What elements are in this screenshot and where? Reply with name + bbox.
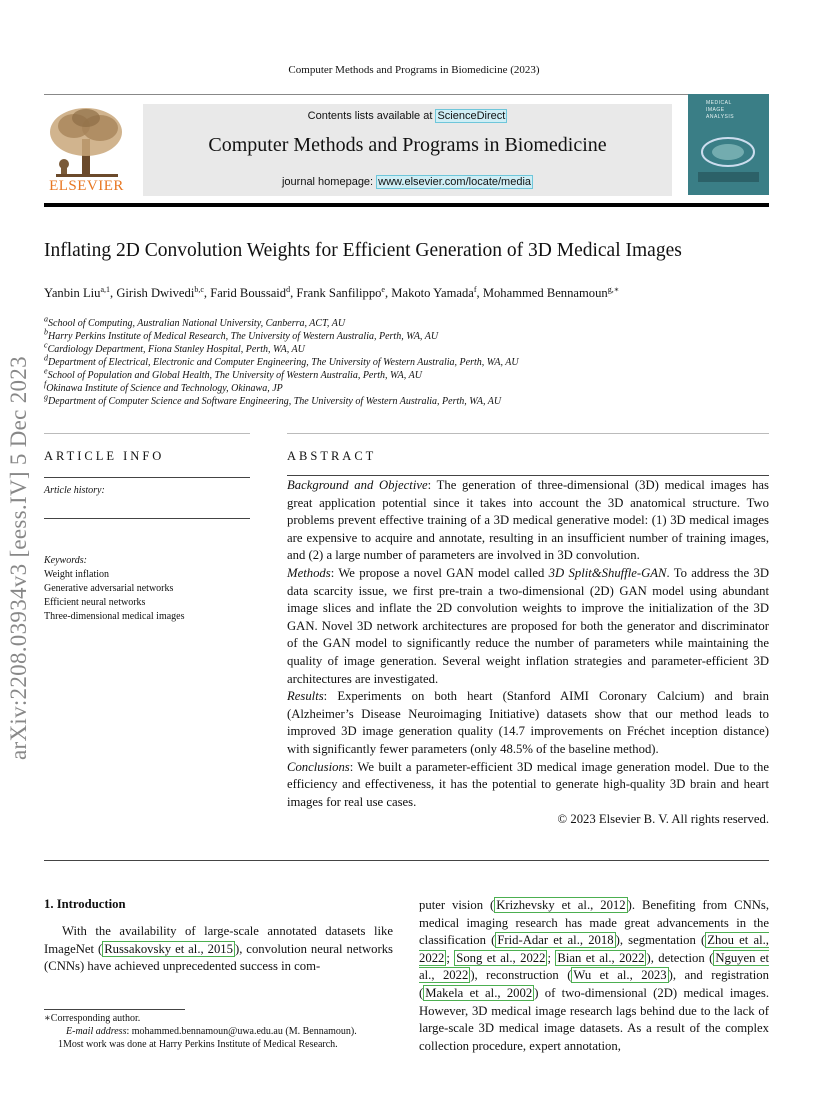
author-affil-mark: f bbox=[473, 284, 477, 294]
citation-link[interactable]: Song et al., 2022 bbox=[456, 950, 546, 965]
journal-banner bbox=[143, 104, 672, 196]
abstract-end-rule bbox=[44, 860, 769, 861]
journal-cover-image bbox=[688, 94, 769, 195]
section-heading: 1. Introduction bbox=[44, 897, 126, 911]
footnote-email bbox=[66, 1026, 357, 1037]
affiliation bbox=[44, 327, 439, 342]
contents-line bbox=[143, 110, 672, 122]
affil-text: School of Population and Global Health, The University of Western Australia, Perth, WA, AU bbox=[47, 370, 422, 381]
citation-link[interactable]: Zhou et al., 2022 bbox=[419, 933, 769, 965]
intro-text: ), detection ( bbox=[646, 950, 714, 965]
keyword-item: Three-dimensional medical images bbox=[44, 611, 185, 622]
intro-text: ). Benefiting from CNNs, medical imaging research has made great advancements in the classification ( bbox=[419, 898, 769, 948]
author-affil-mark: g,∗ bbox=[607, 284, 620, 294]
affil-text: Department of Electrical, Electronic and Computer Engineering, The University of Western Australia, Perth, WA, AU bbox=[48, 357, 519, 368]
affiliation bbox=[44, 340, 305, 355]
citation-link[interactable]: Wu et al., 2023 bbox=[573, 968, 667, 983]
affiliation bbox=[44, 392, 502, 407]
affil-key: b bbox=[44, 327, 48, 337]
affil-text: School of Computing, Australian National University, Canberra, ACT, AU bbox=[48, 318, 346, 329]
intro-text: ) of two-dimensional (2D) medical images. However, 3D medical image research lags behind due to the lack of large-scale 3D medical image datasets. As a result of the complex collection procedure, expert annotation, bbox=[419, 985, 770, 1053]
arxiv-stamp: arXiv:2208.03934v3 [eess.IV] 5 Dec 2023 bbox=[6, 356, 31, 760]
intro-paragraph-left bbox=[44, 923, 393, 976]
author-affil-mark: e bbox=[381, 284, 385, 294]
article-info-rule-top bbox=[44, 433, 250, 434]
affiliation bbox=[44, 366, 422, 381]
footnote-rule bbox=[44, 1009, 185, 1010]
abstract-body bbox=[287, 477, 769, 811]
affil-text: Harry Perkins Institute of Medical Research, The University of Western Australia, Perth, WA, AU bbox=[48, 331, 439, 342]
cover-art-icon bbox=[688, 94, 769, 195]
abstract-results bbox=[287, 688, 769, 758]
email-text: : mohammed.bennamoun@uwa.edu.au (M. Bennamoun). bbox=[126, 1026, 357, 1037]
paper-title: Inflating 2D Convolution Weights for Efficient Generation of 3D Medical Images bbox=[44, 240, 682, 261]
affil-key: a bbox=[44, 314, 48, 324]
citation-link[interactable]: Frid-Adar et al., 2018 bbox=[497, 933, 614, 948]
intro-text: ), and registration ( bbox=[419, 968, 769, 1000]
author: Girish Dwivedi bbox=[116, 286, 195, 300]
elsevier-logo bbox=[44, 104, 129, 196]
affil-key: d bbox=[44, 353, 48, 363]
abstract-heading: ABSTRACT bbox=[287, 449, 377, 463]
keyword-item: Efficient neural networks bbox=[44, 597, 146, 608]
affiliation bbox=[44, 314, 346, 329]
intro-text: ; bbox=[547, 950, 556, 965]
intro-text: ), convolution neural networks (CNNs) have achieved unprecedented success in com- bbox=[44, 941, 393, 974]
abstract-methods bbox=[287, 565, 769, 688]
keyword-item: Generative adversarial networks bbox=[44, 583, 174, 594]
homepage-line bbox=[143, 176, 672, 188]
homepage-link[interactable]: www.elsevier.com/locate/media bbox=[378, 176, 532, 188]
affil-key: g bbox=[44, 392, 48, 402]
running-header: Computer Methods and Programs in Biomedicine (2023) bbox=[288, 64, 540, 76]
affil-text: Department of Computer Science and Software Engineering, The University of Western Australia, Perth, WA, AU bbox=[48, 396, 502, 407]
author-affil-mark: a,1 bbox=[100, 284, 111, 294]
journal-title: Computer Methods and Programs in Biomedicine bbox=[208, 134, 607, 156]
author-affil-mark: b,c bbox=[194, 284, 204, 294]
abstract-rule-top bbox=[287, 433, 769, 434]
abstract-conclusions-label: Conclusions bbox=[287, 759, 350, 774]
article-info-rule bbox=[44, 477, 250, 478]
author: Farid Boussaid bbox=[210, 286, 287, 300]
contents-prefix: Contents lists available at bbox=[307, 110, 433, 122]
abstract-methods-text: : We propose a novel GAN model called bbox=[330, 565, 549, 580]
affil-key: f bbox=[44, 379, 47, 389]
header-rule bbox=[44, 94, 769, 95]
abstract-background-label: Background and Objective bbox=[287, 478, 428, 492]
intro-text: ; bbox=[446, 950, 455, 965]
author: Yanbin Liu bbox=[44, 286, 101, 300]
abstract-methods-text: . To address the 3D data scarcity issue, we first pre-train a two-dimensional (2D) GAN model using abundant image slices and inflate the 2D convolution weights to improve the initialization of the 3D GAN. Novel 3D network architectures are proposed for both the generator and discriminator of the GAN model to significantly reduce the number of parameters while maintaining the quality of image generation. Several weight inflation strategies and parameter-efficient 3D architectures are investigated. bbox=[287, 565, 769, 686]
homepage-prefix: journal homepage: bbox=[281, 176, 374, 188]
article-info-heading: ARTICLE INFO bbox=[44, 449, 165, 463]
article-history-label: Article history: bbox=[44, 485, 105, 496]
footnote-1: 1Most work was done at Harry Perkins Institute of Medical Research. bbox=[58, 1039, 338, 1050]
author: Makoto Yamada bbox=[391, 286, 474, 300]
abstract-conclusions bbox=[287, 759, 769, 812]
affil-key: e bbox=[44, 366, 48, 376]
affil-text: Cardiology Department, Fiona Stanley Hospital, Perth, WA, AU bbox=[47, 344, 305, 355]
model-name: 3D Split&Shuffle-GAN bbox=[548, 565, 667, 580]
elsevier-wordmark: ELSEVIER bbox=[49, 178, 124, 194]
cover-title: MEDICAL IMAGE ANALYSIS bbox=[706, 100, 735, 120]
author-affil-mark: d bbox=[286, 284, 291, 294]
intro-text: ), reconstruction ( bbox=[470, 968, 572, 983]
affiliation bbox=[44, 353, 519, 368]
abstract-results-label: Results bbox=[287, 689, 324, 704]
abstract-results-text: : Experiments on both heart (Stanford AIMI Coronary Calcium) and brain (Alzheimer’s Disease Neuroimaging Initiative) datasets show that our method leads to improved 3D image generation quality (14.7 improvements on Fréchet inception distance) with significantly fewer parameters (only 48.5% of the baseline method). bbox=[287, 689, 769, 756]
elsevier-tree-icon bbox=[44, 104, 129, 182]
copyright-notice: © 2023 Elsevier B. V. All rights reserved. bbox=[557, 812, 769, 826]
abstract-background bbox=[287, 477, 769, 565]
abstract-rule bbox=[287, 475, 769, 476]
abstract-methods-label: Methods bbox=[287, 565, 331, 580]
sciencedirect-link[interactable]: ScienceDirect bbox=[437, 110, 506, 122]
author: Frank Sanfilippo bbox=[296, 286, 382, 300]
intro-paragraph-right bbox=[419, 897, 769, 1055]
header-thick-rule bbox=[44, 203, 769, 207]
abstract-background-text: : The generation of three-dimensional (3D) medical images has great application potential since it takes into account the 3D anatomical structure. Two problems prevent effective training of a 3D medical generative model: (1) 3D medical images are expensive to acquire and annotate, resulting in an insufficient number of training images, and (2) a large number of parameters are involved in 3D convolution. bbox=[287, 478, 769, 563]
intro-text: ), segmentation ( bbox=[615, 933, 706, 948]
email-label: E-mail address bbox=[66, 1026, 127, 1037]
footnote-corresponding: ∗Corresponding author. bbox=[44, 1013, 141, 1024]
keyword-item: Weight inflation bbox=[44, 569, 110, 580]
affiliation bbox=[44, 379, 283, 394]
citation-link[interactable]: Russakovsky et al., 2015 bbox=[104, 941, 233, 956]
abstract-conclusions-text: : We built a parameter-efficient 3D medical image generation model. Due to the efficiency and effectiveness, it has the potential to generate high-quality 3D brain and heart images for real use cases. bbox=[287, 759, 769, 809]
citation-link[interactable]: Makela et al., 2002 bbox=[425, 985, 533, 1000]
author: Mohammed Bennamoun bbox=[482, 286, 608, 300]
affil-text: Okinawa Institute of Science and Technology, Okinawa, JP bbox=[46, 383, 283, 394]
citation-link[interactable]: Bian et al., 2022 bbox=[557, 950, 645, 965]
intro-text: puter vision ( bbox=[419, 898, 495, 912]
citation-link[interactable]: Krizhevsky et al., 2012 bbox=[496, 898, 626, 912]
intro-text: With the availability of large-scale annotated datasets like ImageNet ( bbox=[44, 924, 393, 956]
keywords-label: Keywords: bbox=[44, 555, 87, 566]
affil-key: c bbox=[44, 340, 48, 350]
citation-link[interactable]: Nguyen et al., 2022 bbox=[419, 950, 770, 983]
author-list: Yanbin Liu$^{a,1}$, Girish Dwivedi$^{b,c}$, Farid Boussaid$^d$, Frank Sanfilippo$^e$, Makoto Yamada$^f$, Mohammed Bennamoun$^{g,∗}$ bbox=[44, 284, 620, 300]
article-history-rule bbox=[44, 518, 250, 519]
